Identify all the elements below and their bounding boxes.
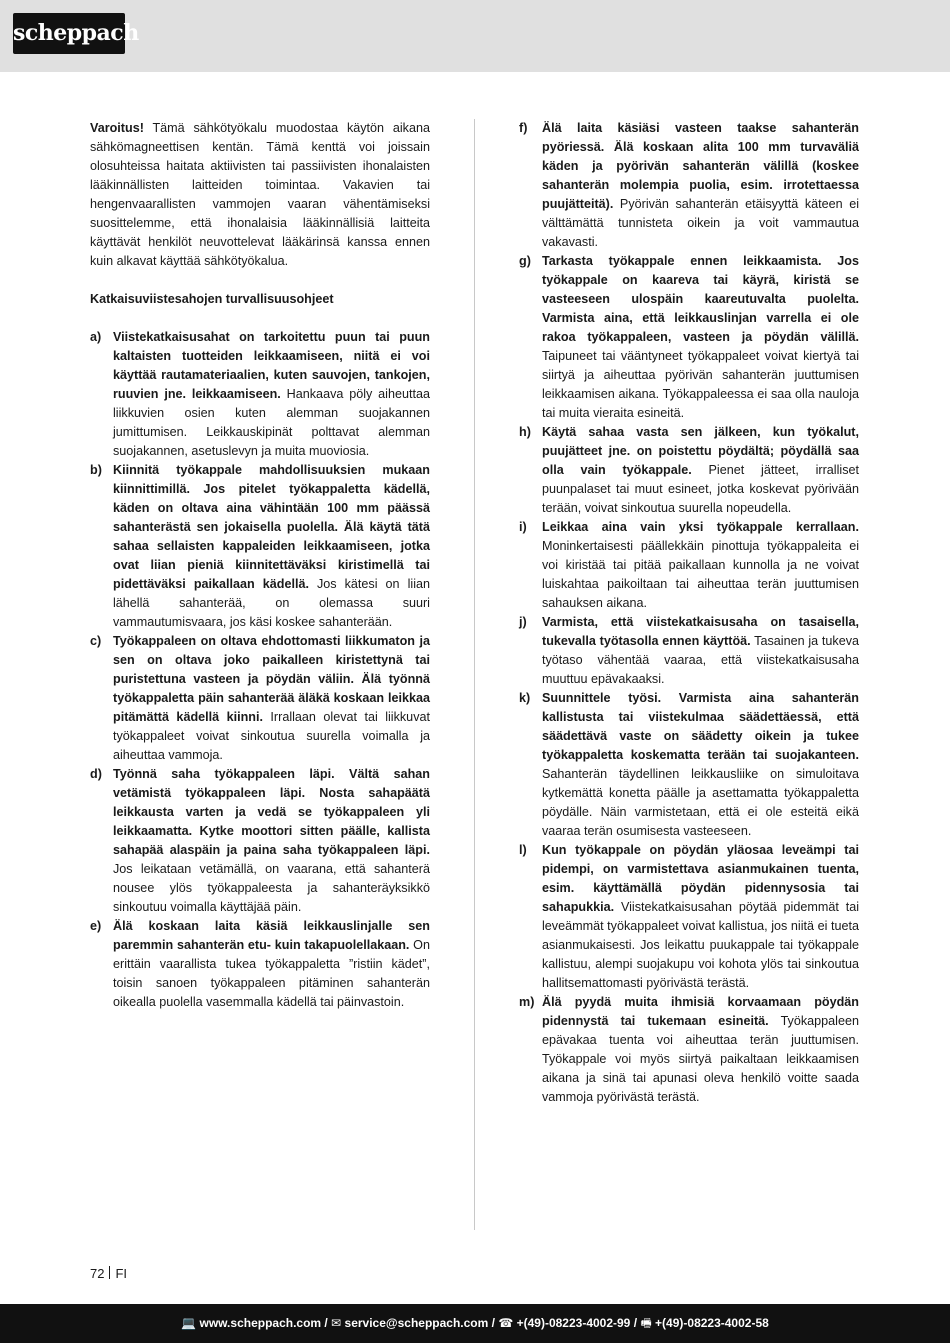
page-footer: 💻 www.scheppach.com / ✉ service@scheppach.com / ☎ +(49)-08223-4002-99 / 🖷 +(49)-08223-4002-58: [0, 1304, 950, 1343]
warning-label: Varoitus!: [90, 121, 144, 135]
footer-phone: +(49)-08223-4002-99: [516, 1316, 631, 1330]
list-item: e) Älä koskaan laita käsiä leikkauslinjalle sen paremmin sahanterän etu- kuin takapuolellakaan. On erittäin vaarallista tukea työkappaletta ”ristiin kädet”, toisin sanoen työkappaleen pitäminen sahanterän oikealla puolella vasemmalla kädellä tai päinvastoin.: [90, 919, 430, 1009]
list-item: h) Käytä sahaa vasta sen jälkeen, kun työkalut, puujätteet jne. on poistettu pöydältä; pöydällä saa olla vain työkappale. Pienet jätteet, irralliset puunpalaset tai muut esineet, jotka koskevat pyörivään terään, voivat sinkoutua suurella nopeudella.: [519, 425, 859, 515]
page-language: FI: [115, 1266, 128, 1281]
page-number-value: 72: [90, 1266, 105, 1281]
computer-icon: 💻: [181, 1316, 197, 1330]
list-item: a) Viistekatkaisusahat on tarkoitettu puun tai puun kaltaisten tuotteiden leikkaamiseen, niitä ei voi käyttää rautamateriaalien, kuten sauvojen, tankojen, ruuvien jne. leikkaamiseen. Hankaava pöly aiheuttaa liikkuvien osien kuten alemman suojakannen jumittumisen. Leikkauskipinät polttavat alemman suojakannen, asetuslevyn ja muita muoviosia.: [90, 330, 430, 458]
footer-fax: +(49)-08223-4002-58: [655, 1316, 769, 1330]
warning-text: Tämä sähkötyökalu muodostaa käytön aikana sähkömagneettisen kentän. Tämä kenttä voi joissain olosuhteissa haitata aktiivisten tai passiivisten ihonalaisten lääkinnällisten laitteiden toimintaa. Vakavien tai hengenvaarallisten vammojen vaaran vähentämiseksi suosittelemme, että ihonalaisia lääkinnällisiä laitteita käyttävät henkilöt neuvottelevat lääkärinsä kanssa ennen kuin alkavat käyttää sähkötyökalua.: [90, 121, 430, 268]
list-item: b) Kiinnitä työkappale mahdollisuuksien mukaan kiinnittimillä. Jos pitelet työkappaletta kädellä, käden on oltava aina vähintään 100 mm päässä sahanterästä sen jokaisella puolella. Älä käytä tätä sahaa sellaisten kappaleiden leikkaamiseen, jotka ovat liian pieniä kiinnitettäväksi kiristimellä tai pidettäväksi paikallaan kädellä. Jos kätesi on liian lähellä sahanterää, on olemassa suuri vammautumisvaara, jos käsi koskee sahanterään.: [90, 463, 430, 629]
list-item: c) Työkappaleen on oltava ehdottomasti liikkumaton ja sen on oltava joko paikalleen kiristettynä tai puristettuna vasteen ja pöydän väliin. Älä työnnä työkappaletta päin sahanterää äläkä koskaan leikkaa pitämättä kädellä kiinni. Irrallaan olevat tai liikkuvat työkappaleet voivat sinkoutua suurella voimalla ja aiheuttaa vammoja.: [90, 634, 430, 762]
list-item: j) Varmista, että viistekatkaisusaha on tasaisella, tukevalla työtasolla ennen käyttöä. Tasainen ja tukeva työtaso vähentää vaaraa, että viistekatkaisusaha muuttuu epävakaaksi.: [519, 615, 859, 686]
list-item: f) Älä laita käsiäsi vasteen taakse sahanterän pyöriessä. Älä koskaan alita 100 mm turvaväliä käden ja pyörivän sahanterän välillä (koskee sahanterän molempia puolia, esim. irrotettaessa puujätteitä). Pyörivän sahanterän etäisyyttä käteen ei välttämättä tunnisteta oikein ja voit vammautua vakavasti.: [519, 121, 859, 249]
warning-paragraph: [90, 119, 430, 271]
footer-website[interactable]: www.scheppach.com: [199, 1316, 322, 1330]
page-header: [0, 0, 950, 72]
mail-icon: ✉: [331, 1316, 342, 1330]
page-number: [90, 1264, 127, 1283]
section-heading: Katkaisuviistesahojen turvallisuusohjeet: [90, 292, 334, 306]
left-column: [90, 119, 430, 1012]
column-divider: [474, 119, 475, 1230]
list-item: g) Tarkasta työkappale ennen leikkaamista. Jos työkappale on kaareva tai käyrä, kiristä se vasteeseen ulospäin kaareutuvalta puolelta. Varmista aina, että leikkauslinjan varrella ei ole rakoa työkappaleen, vasteen ja pöydän välillä. Taipuneet tai vääntyneet työkappaleet voivat kiertyä tai siirtyä ja aiheuttaa pyörivän sahanterän juuttumisen leikkaamisen aikana. Työkappaleessa ei saa olla nauloja tai muita vieraita esineitä.: [519, 254, 859, 420]
list-item: k) Suunnittele työsi. Varmista aina sahanterän kallistusta tai viistekulmaa säädettäessä, että säädettävä vaste on säädetty oikein ja tukee työkappaletta koskematta terään tai suojakanteen. Sahanterän täydellinen leikkausliike on simuloitava kytkemättä konetta päälle ja asettamatta työkappaletta pöydälle. Näin varmistetaan, että ei ole esteitä eikä vaaraa terän osumisesta vasteeseen.: [519, 691, 859, 838]
fax-icon: 🖷: [640, 1316, 652, 1330]
phone-icon: ☎: [498, 1316, 514, 1330]
list-item: l) Kun työkappale on pöydän yläosaa leveämpi tai pidempi, on varmistettava asianmukainen tuenta, esim. käyttämällä pöydän pidennysosia tai sahapukkia. Viistekatkaisusahan pöytää pidemmät tai leveämmät työkappaleet voivat kallistua, jos niitä ei tueta asianmukaisesti. Jos leikattu puukappale tai työkappale kallistuu, alempi suojakupu voi kohota ylös tai sinkoutua hallitsemattomasti pyörivästä terästä.: [519, 843, 859, 990]
scheppach-logo: scheppach: [13, 13, 125, 54]
footer-email[interactable]: service@scheppach.com: [344, 1316, 489, 1330]
list-item: d) Työnnä saha työkappaleen läpi. Vältä sahan vetämistä työkappaleen läpi. Nosta sahapäätä leikkausta varten ja vedä se työkappaleen yli leikkaamatta. Kytke moottori sitten päälle, kallista sahapää alaspäin ja paina saha työkappaleen läpi. Jos leikataan vetämällä, on vaarana, että sahanterä nousee ylös työkappaleesta ja sahanteräyksikkö sinkoutuu voimalla käyttäjää päin.: [90, 767, 430, 914]
page-number-separator: [109, 1266, 110, 1279]
right-column: [519, 119, 859, 1107]
list-item: i) Leikkaa aina vain yksi työkappale kerrallaan. Moninkertaisesti päällekkäin pinottuja työkappaleita ei voi kiristää tai pitää paikallaan kunnolla ja ne voivat luiskahtaa paikoiltaan tai aiheuttaa terän juuttumisen sahauksen aikana.: [519, 520, 859, 610]
list-item: m) Älä pyydä muita ihmisiä korvaamaan pöydän pidennystä tai tukemaan esineitä. Työkappaleen epävakaa tuenta voi aiheuttaa terän juuttumisen. Työkappale voi myös siirtyä paikaltaan leikkaamisen aikana ja sinä tai apunasi oleva henkilö voitte saada vammoja pyörivästä terästä.: [519, 995, 859, 1104]
